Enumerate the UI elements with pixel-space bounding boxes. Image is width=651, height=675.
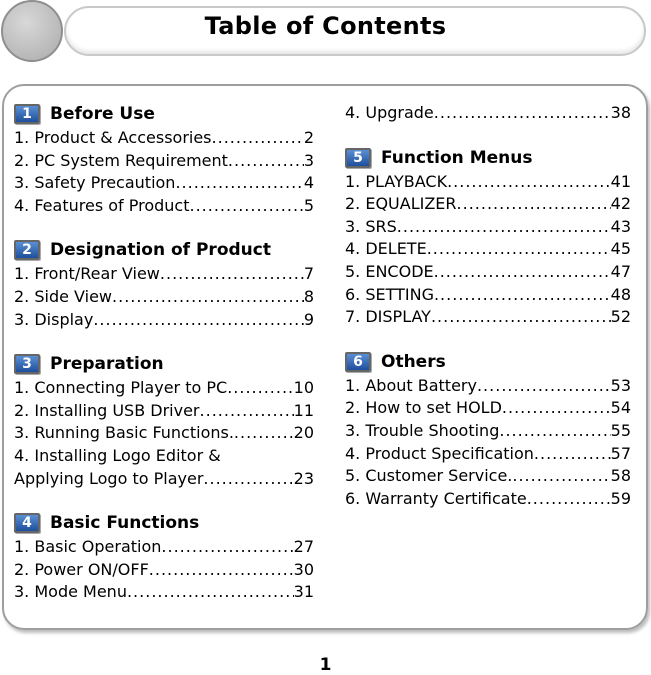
toc-leader-dots <box>447 171 611 194</box>
left-column <box>14 102 314 604</box>
toc-entry-page: 54 <box>610 398 631 418</box>
toc-entry[interactable] <box>14 377 314 400</box>
toc-entry[interactable] <box>14 422 314 445</box>
toc-leader-dots <box>434 102 611 125</box>
toc-entry-page: 27 <box>293 537 314 557</box>
toc-entry-page: 4 <box>303 173 314 193</box>
toc-entry[interactable] <box>14 172 314 195</box>
toc-leader-dots <box>227 377 293 400</box>
toc-section <box>14 352 314 490</box>
toc-entry-text: 3. Trouble Shooting <box>345 420 500 440</box>
toc-entry-text: 2. PC System Requirement <box>14 150 228 170</box>
toc-entry[interactable] <box>14 127 314 150</box>
page-title: Table of Contents <box>204 12 447 40</box>
section-number-icon: 3 <box>14 354 40 374</box>
toc-entry[interactable] <box>345 465 631 488</box>
section-spacer <box>14 331 314 352</box>
toc-entry-page: 45 <box>610 239 631 259</box>
toc-entry[interactable] <box>345 238 631 261</box>
toc-entry-text: 3. Running Basic Functions. <box>14 423 234 443</box>
section-title: Preparation <box>50 354 164 375</box>
toc-leader-dots <box>112 286 304 309</box>
toc-leader-dots <box>175 172 303 195</box>
toc-entry[interactable] <box>14 263 314 286</box>
toc-entry-page: 52 <box>610 307 631 327</box>
toc-entry-text: 2. How to set HOLD <box>345 398 502 418</box>
toc-leader-dots <box>512 465 610 488</box>
toc-entry-text: 2. Installing USB Driver <box>14 400 200 420</box>
toc-entry[interactable] <box>345 375 631 398</box>
toc-section <box>345 350 631 511</box>
section-heading[interactable] <box>345 350 631 374</box>
section-heading[interactable] <box>14 102 314 126</box>
section-title: Function Menus <box>381 147 533 168</box>
toc-entry[interactable] <box>345 488 631 511</box>
toc-entry[interactable] <box>345 216 631 239</box>
toc-entry-page: 42 <box>610 194 631 214</box>
toc-entry-page: 20 <box>293 423 314 443</box>
toc-entry-text: 4. Upgrade <box>345 103 434 122</box>
toc-leader-dots <box>434 284 611 307</box>
toc-entry[interactable] <box>14 195 314 218</box>
section-number-icon: 1 <box>14 104 40 124</box>
toc-entry[interactable] <box>14 559 314 582</box>
toc-leader-dots <box>427 238 611 261</box>
toc-entry-page: 10 <box>293 378 314 398</box>
header-circle-ornament <box>1 0 63 62</box>
toc-leader-dots <box>161 536 293 559</box>
section-spacer <box>14 217 314 238</box>
toc-leader-dots <box>457 193 611 216</box>
toc-leader-dots <box>190 195 304 218</box>
toc-entry-page: 23 <box>293 468 314 488</box>
toc-entry-page: 11 <box>293 400 314 420</box>
toc-entry[interactable] <box>345 102 631 125</box>
toc-entry-page: 53 <box>610 375 631 395</box>
toc-entry[interactable] <box>345 443 631 466</box>
toc-leader-dots <box>160 263 304 286</box>
toc-leader-dots <box>534 443 611 466</box>
toc-leader-dots <box>234 422 294 445</box>
toc-leader-dots <box>397 216 611 239</box>
toc-entry-page: 38 <box>610 103 631 122</box>
toc-entry-page: 59 <box>610 488 631 508</box>
toc-entry-page: 41 <box>610 171 631 191</box>
toc-leader-dots <box>203 468 293 491</box>
toc-section <box>14 511 314 604</box>
toc-leader-dots <box>200 400 294 423</box>
toc-entry[interactable] <box>14 309 314 332</box>
toc-leader-dots <box>228 150 304 173</box>
toc-entry-text: 4. Product Specification <box>345 443 534 463</box>
section-heading[interactable] <box>345 146 631 170</box>
toc-section <box>14 238 314 331</box>
toc-entry-text: 3. Safety Precaution <box>14 173 176 193</box>
toc-leader-dots <box>477 375 611 398</box>
toc-entry-text: 6. Warranty Certificate <box>345 488 527 508</box>
section-spacer <box>345 125 631 146</box>
toc-entry[interactable] <box>345 284 631 307</box>
section-title: Designation of Product <box>50 240 271 261</box>
toc-entry-text: 3. Mode Menu <box>14 582 127 602</box>
toc-entry[interactable] <box>345 261 631 284</box>
toc-entry-page: 31 <box>293 582 314 602</box>
toc-entry-page: 7 <box>303 264 314 284</box>
toc-leader-dots <box>502 397 611 420</box>
toc-entry[interactable] <box>345 171 631 194</box>
toc-entry[interactable] <box>14 536 314 559</box>
toc-entry-page: 8 <box>303 286 314 306</box>
toc-entry-text: 3. Display <box>14 309 94 329</box>
toc-entry-page: 55 <box>610 420 631 440</box>
toc-entry-page: 30 <box>293 559 314 579</box>
toc-entry[interactable] <box>14 445 314 468</box>
toc-entry[interactable] <box>14 150 314 173</box>
page-number: 1 <box>319 655 332 675</box>
toc-leader-dots <box>431 306 611 329</box>
toc-entry-page: 57 <box>610 443 631 463</box>
section-number-icon: 6 <box>345 352 371 372</box>
section-heading[interactable] <box>14 511 314 535</box>
toc-entry-text: 2. Power ON/OFF <box>14 559 149 579</box>
toc-entry[interactable] <box>345 420 631 443</box>
section-title: Basic Functions <box>50 513 200 534</box>
toc-entry-page: 48 <box>610 284 631 304</box>
toc-entry-text: 3. SRS <box>345 216 397 236</box>
toc-entry-text: 1. PLAYBACK <box>345 171 448 191</box>
toc-leader-dots <box>127 581 294 604</box>
toc-entry-text: 4. Installing Logo Editor & <box>14 445 221 465</box>
section-title: Before Use <box>50 104 155 124</box>
toc-entry-text: 1. Connecting Player to PC <box>14 378 228 398</box>
toc-leader-dots <box>527 488 611 511</box>
section-title: Others <box>381 351 446 372</box>
toc-entry-page: 3 <box>303 150 314 170</box>
section-number-icon: 4 <box>14 513 40 533</box>
toc-entry[interactable] <box>345 397 631 420</box>
section-spacer <box>345 329 631 350</box>
toc-leader-dots <box>212 127 304 150</box>
section-number-icon: 2 <box>14 240 40 260</box>
section-heading[interactable] <box>14 352 314 376</box>
toc-entry-page: 2 <box>303 128 314 147</box>
section-heading[interactable] <box>14 238 314 262</box>
toc-section <box>345 146 631 329</box>
toc-entry-text: 1. Product & Accessories <box>14 128 212 147</box>
toc-leader-dots <box>93 309 303 332</box>
toc-entry-page: 47 <box>610 261 631 281</box>
toc-leader-dots <box>434 261 611 284</box>
toc-entry-page: 5 <box>303 195 314 215</box>
toc-entry-text: 7. DISPLAY <box>345 307 431 327</box>
toc-entry[interactable] <box>345 306 631 329</box>
section-number-icon: 5 <box>345 148 371 168</box>
toc-entry[interactable] <box>14 468 314 491</box>
toc-entry-page: 58 <box>610 466 631 486</box>
right-column <box>345 102 631 510</box>
toc-entry[interactable] <box>14 400 314 423</box>
toc-entry-text: 2. Side View <box>14 286 113 306</box>
toc-entry-text: 1. About Battery <box>345 375 477 395</box>
toc-entry-text: 6. SETTING <box>345 284 434 304</box>
toc-entry[interactable] <box>14 286 314 309</box>
toc-entry[interactable] <box>345 193 631 216</box>
toc-leader-dots <box>499 420 610 443</box>
toc-section <box>14 102 314 217</box>
toc-leader-dots <box>149 559 294 582</box>
toc-entry-page: 43 <box>610 216 631 236</box>
toc-entry-text: 1. Basic Operation <box>14 537 162 557</box>
toc-entry-text: 4. DELETE <box>345 239 427 259</box>
toc-entry-text: 5. ENCODE <box>345 261 434 281</box>
toc-entry[interactable] <box>14 581 314 604</box>
toc-entry-text: 2. EQUALIZER <box>345 194 457 214</box>
toc-entry-text: 5. Customer Service. <box>345 466 513 486</box>
toc-entry-page: 9 <box>303 309 314 329</box>
section-spacer <box>14 490 314 511</box>
toc-entry-text: 4. Features of Product <box>14 195 190 215</box>
toc-entry-text: 1. Front/Rear View <box>14 264 160 284</box>
toc-entry-text: Applying Logo to Player <box>14 468 204 488</box>
